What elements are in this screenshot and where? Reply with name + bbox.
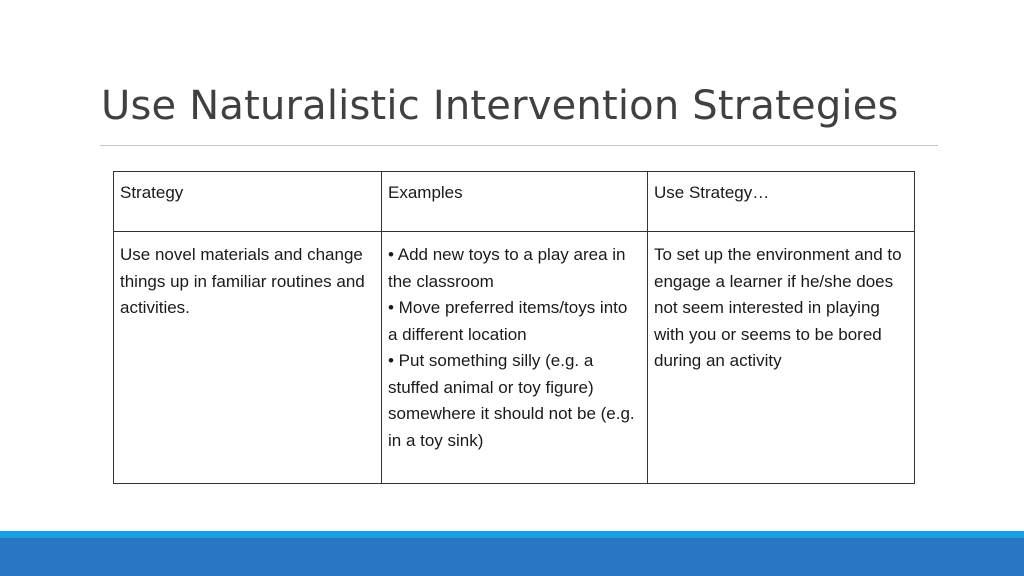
cell-examples [382, 232, 648, 484]
footer-accent-line [0, 531, 1024, 538]
cell-use-strategy: To set up the environment and to engage a learner if he/she does not seem interested in playing with you or seems to be bored during an activity [648, 232, 915, 484]
table-row [114, 232, 915, 484]
header-use-strategy: Use Strategy… [648, 172, 915, 232]
header-examples: Examples [382, 172, 648, 232]
footer-band [0, 538, 1024, 576]
strategy-table [113, 171, 915, 484]
slide-title: Use Naturalistic Intervention Strategies [101, 83, 899, 129]
header-strategy: Strategy [114, 172, 382, 232]
table-header-row [114, 172, 915, 232]
example-item: • Add new toys to a play area in the classroom [388, 245, 626, 291]
title-divider [100, 145, 938, 146]
example-item: • Move preferred items/toys into a different location [388, 298, 628, 344]
cell-strategy: Use novel materials and change things up in familiar routines and activities. [114, 232, 382, 484]
example-item: • Put something silly (e.g. a stuffed animal or toy figure) somewhere it should not be (e.g. in a toy sink) [388, 351, 635, 450]
